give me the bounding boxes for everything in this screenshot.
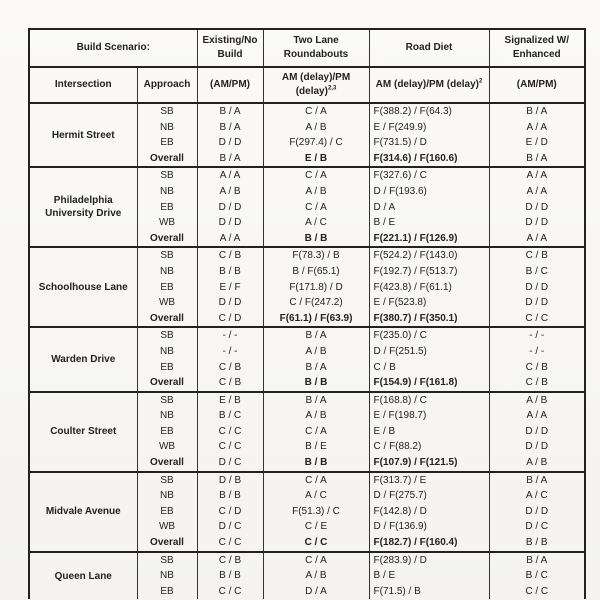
approach-cell: EB: [137, 360, 197, 376]
intersection-name: Warden Drive: [29, 327, 137, 391]
approach-cell: EB: [137, 135, 197, 151]
roundabout-cell: A / B: [263, 344, 369, 360]
road-diet-cell: F(524.2) / F(143.0): [369, 247, 489, 264]
road-diet-cell: B / E: [369, 568, 489, 584]
roundabout-cell: C / C: [263, 535, 369, 552]
approach-cell: SB: [137, 552, 197, 569]
signalized-cell: B / B: [489, 535, 585, 552]
signalized-cell: B / A: [489, 103, 585, 120]
table-row: [29, 472, 585, 489]
roundabout-cell: F(171.8) / D: [263, 280, 369, 296]
signalized-cell: B / A: [489, 472, 585, 489]
approach-cell: NB: [137, 488, 197, 504]
roundabout-cell: A / B: [263, 408, 369, 424]
signalized-cell: C / B: [489, 247, 585, 264]
road-diet-cell: E / F(523.8): [369, 295, 489, 311]
road-diet-cell: F(314.6) / F(160.6): [369, 151, 489, 168]
roundabout-cell: C / A: [263, 472, 369, 489]
signalized-cell: B / C: [489, 264, 585, 280]
signalized-cell: E / D: [489, 135, 585, 151]
intersection-name: Coulter Street: [29, 392, 137, 472]
roundabout-cell: A / B: [263, 120, 369, 136]
road-diet-cell: F(327.6) / C: [369, 167, 489, 184]
road-diet-cell: D / F(251.5): [369, 344, 489, 360]
signalized-cell: A / B: [489, 392, 585, 409]
existing-cell: B / A: [197, 120, 263, 136]
roundabout-cell: C / A: [263, 424, 369, 440]
signalized-cell: B / A: [489, 552, 585, 569]
existing-cell: D / C: [197, 519, 263, 535]
approach-cell: SB: [137, 392, 197, 409]
existing-cell: D / D: [197, 135, 263, 151]
road-diet-cell: F(182.7) / F(160.4): [369, 535, 489, 552]
signalized-cell: - / -: [489, 344, 585, 360]
signalized-cell: D / D: [489, 200, 585, 216]
approach-header: Approach: [137, 67, 197, 103]
header-row-columns: [29, 67, 585, 103]
roundabout-cell: A / C: [263, 488, 369, 504]
approach-cell: WB: [137, 439, 197, 455]
road-diet-cell: F(168.8) / C: [369, 392, 489, 409]
existing-cell: C / D: [197, 311, 263, 328]
build-scenario-label: Build Scenario:: [29, 29, 197, 67]
approach-cell: WB: [137, 295, 197, 311]
roundabout-cell: A / B: [263, 568, 369, 584]
signalized-cell: A / A: [489, 167, 585, 184]
approach-cell: Overall: [137, 535, 197, 552]
road-diet-cell: D / A: [369, 200, 489, 216]
existing-header: Existing/No Build: [197, 29, 263, 67]
roundabout-cell: B / B: [263, 455, 369, 472]
signalized-cell: A / A: [489, 120, 585, 136]
approach-cell: NB: [137, 344, 197, 360]
approach-cell: SB: [137, 167, 197, 184]
road-diet-cell: E / B: [369, 424, 489, 440]
signalized-cell: D / D: [489, 424, 585, 440]
intersection-name: Hermit Street: [29, 103, 137, 167]
existing-cell: C / C: [197, 584, 263, 600]
road-diet-header: Road Diet: [369, 29, 489, 67]
signalized-cell: A / C: [489, 488, 585, 504]
signalized-cell: C / C: [489, 584, 585, 600]
road-diet-cell: F(154.9) / F(161.8): [369, 375, 489, 392]
table-body: [29, 29, 585, 599]
intersection-name: Philadelphia University Drive: [29, 167, 137, 247]
existing-cell: B / B: [197, 488, 263, 504]
existing-cell: A / A: [197, 167, 263, 184]
road-diet-cell: D / F(136.9): [369, 519, 489, 535]
roundabout-cell: F(78.3) / B: [263, 247, 369, 264]
approach-cell: WB: [137, 215, 197, 231]
approach-cell: EB: [137, 280, 197, 296]
signalized-cell: B / A: [489, 151, 585, 168]
signalized-cell: D / C: [489, 519, 585, 535]
signalized-cell: D / D: [489, 280, 585, 296]
road-diet-footnote: 2: [479, 78, 483, 85]
existing-cell: D / D: [197, 295, 263, 311]
road-diet-cell: F(235.0) / C: [369, 327, 489, 344]
roundabout-cell: B / A: [263, 392, 369, 409]
approach-cell: Overall: [137, 311, 197, 328]
road-diet-cell: D / F(275.7): [369, 488, 489, 504]
roundabout-cell: C / A: [263, 103, 369, 120]
existing-cell: C / B: [197, 375, 263, 392]
signalized-cell: D / D: [489, 215, 585, 231]
existing-cell: B / C: [197, 408, 263, 424]
existing-cell: C / C: [197, 439, 263, 455]
los-table: [28, 28, 586, 599]
approach-cell: Overall: [137, 375, 197, 392]
signalized-cell: C / B: [489, 375, 585, 392]
two-lane-sub-text: AM (delay)/PM (delay): [281, 72, 351, 97]
two-lane-sub-header: [263, 67, 369, 103]
table-row: [29, 167, 585, 184]
signalized-cell: A / A: [489, 408, 585, 424]
road-diet-cell: F(423.8) / F(61.1): [369, 280, 489, 296]
roundabout-cell: F(297.4) / C: [263, 135, 369, 151]
approach-cell: EB: [137, 504, 197, 520]
approach-cell: EB: [137, 200, 197, 216]
approach-cell: Overall: [137, 151, 197, 168]
roundabout-cell: C / F(247.2): [263, 295, 369, 311]
road-diet-cell: F(192.7) / F(513.7): [369, 264, 489, 280]
road-diet-cell: C / B: [369, 360, 489, 376]
approach-cell: Overall: [137, 455, 197, 472]
signalized-cell: C / C: [489, 311, 585, 328]
road-diet-cell: F(142.8) / D: [369, 504, 489, 520]
existing-cell: C / B: [197, 552, 263, 569]
existing-cell: - / -: [197, 327, 263, 344]
road-diet-cell: E / F(249.9): [369, 120, 489, 136]
signalized-cell: - / -: [489, 327, 585, 344]
existing-cell: C / B: [197, 360, 263, 376]
two-lane-footnote: 2,3: [327, 85, 337, 92]
signalized-cell: D / D: [489, 504, 585, 520]
roundabout-cell: A / B: [263, 184, 369, 200]
roundabout-cell: F(51.3) / C: [263, 504, 369, 520]
existing-cell: C / B: [197, 247, 263, 264]
roundabout-cell: A / C: [263, 215, 369, 231]
table-row: [29, 552, 585, 569]
intersection-name: Queen Lane: [29, 552, 137, 600]
signalized-cell: D / D: [489, 439, 585, 455]
existing-cell: D / D: [197, 200, 263, 216]
road-diet-cell: F(71.5) / B: [369, 584, 489, 600]
road-diet-cell: B / E: [369, 215, 489, 231]
roundabout-cell: C / A: [263, 552, 369, 569]
road-diet-cell: D / F(193.6): [369, 184, 489, 200]
signalized-cell: A / B: [489, 455, 585, 472]
signalized-cell: B / C: [489, 568, 585, 584]
existing-cell: B / A: [197, 103, 263, 120]
existing-cell: B / B: [197, 568, 263, 584]
existing-cell: D / D: [197, 215, 263, 231]
existing-cell: B / A: [197, 151, 263, 168]
intersection-name: Midvale Avenue: [29, 472, 137, 552]
road-diet-cell: E / F(198.7): [369, 408, 489, 424]
signalized-cell: D / D: [489, 295, 585, 311]
existing-cell: C / C: [197, 535, 263, 552]
existing-cell: A / A: [197, 231, 263, 248]
approach-cell: SB: [137, 103, 197, 120]
road-diet-cell: F(380.7) / F(350.1): [369, 311, 489, 328]
road-diet-cell: F(313.7) / E: [369, 472, 489, 489]
existing-cell: E / B: [197, 392, 263, 409]
signalized-cell: A / A: [489, 184, 585, 200]
approach-cell: NB: [137, 408, 197, 424]
two-lane-header: Two Lane Roundabouts: [263, 29, 369, 67]
roundabout-cell: B / B: [263, 231, 369, 248]
road-diet-cell: F(283.9) / D: [369, 552, 489, 569]
approach-cell: SB: [137, 472, 197, 489]
approach-cell: NB: [137, 184, 197, 200]
road-diet-sub-text: AM (delay)/PM (delay): [375, 79, 480, 90]
roundabout-cell: E / B: [263, 151, 369, 168]
existing-cell: D / C: [197, 455, 263, 472]
roundabout-cell: B / A: [263, 327, 369, 344]
roundabout-cell: B / A: [263, 360, 369, 376]
table-row: [29, 392, 585, 409]
header-row-scenarios: [29, 29, 585, 67]
existing-cell: - / -: [197, 344, 263, 360]
existing-cell: A / B: [197, 184, 263, 200]
table-row: [29, 327, 585, 344]
road-diet-cell: F(107.9) / F(121.5): [369, 455, 489, 472]
roundabout-cell: C / A: [263, 167, 369, 184]
road-diet-cell: C / F(88.2): [369, 439, 489, 455]
roundabout-cell: C / E: [263, 519, 369, 535]
approach-cell: NB: [137, 264, 197, 280]
table-row: [29, 247, 585, 264]
roundabout-cell: F(61.1) / F(63.9): [263, 311, 369, 328]
road-diet-cell: F(731.5) / D: [369, 135, 489, 151]
approach-cell: WB: [137, 519, 197, 535]
approach-cell: SB: [137, 327, 197, 344]
approach-cell: SB: [137, 247, 197, 264]
approach-cell: EB: [137, 424, 197, 440]
roundabout-cell: B / B: [263, 375, 369, 392]
road-diet-cell: F(221.1) / F(126.9): [369, 231, 489, 248]
approach-cell: NB: [137, 120, 197, 136]
existing-cell: B / B: [197, 264, 263, 280]
approach-cell: NB: [137, 568, 197, 584]
intersection-name: Schoolhouse Lane: [29, 247, 137, 327]
roundabout-cell: B / F(65.1): [263, 264, 369, 280]
signalized-cell: A / A: [489, 231, 585, 248]
existing-sub-header: (AM/PM): [197, 67, 263, 103]
signalized-sub-header: (AM/PM): [489, 67, 585, 103]
intersection-header: Intersection: [29, 67, 137, 103]
roundabout-cell: B / E: [263, 439, 369, 455]
signalized-header: Signalized W/ Enhanced: [489, 29, 585, 67]
approach-cell: Overall: [137, 231, 197, 248]
road-diet-cell: F(388.2) / F(64.3): [369, 103, 489, 120]
existing-cell: E / F: [197, 280, 263, 296]
roundabout-cell: D / A: [263, 584, 369, 600]
existing-cell: C / C: [197, 424, 263, 440]
approach-cell: EB: [137, 584, 197, 600]
existing-cell: D / B: [197, 472, 263, 489]
roundabout-cell: C / A: [263, 200, 369, 216]
road-diet-sub-header: [369, 67, 489, 103]
existing-cell: C / D: [197, 504, 263, 520]
signalized-cell: C / B: [489, 360, 585, 376]
table-row: [29, 103, 585, 120]
